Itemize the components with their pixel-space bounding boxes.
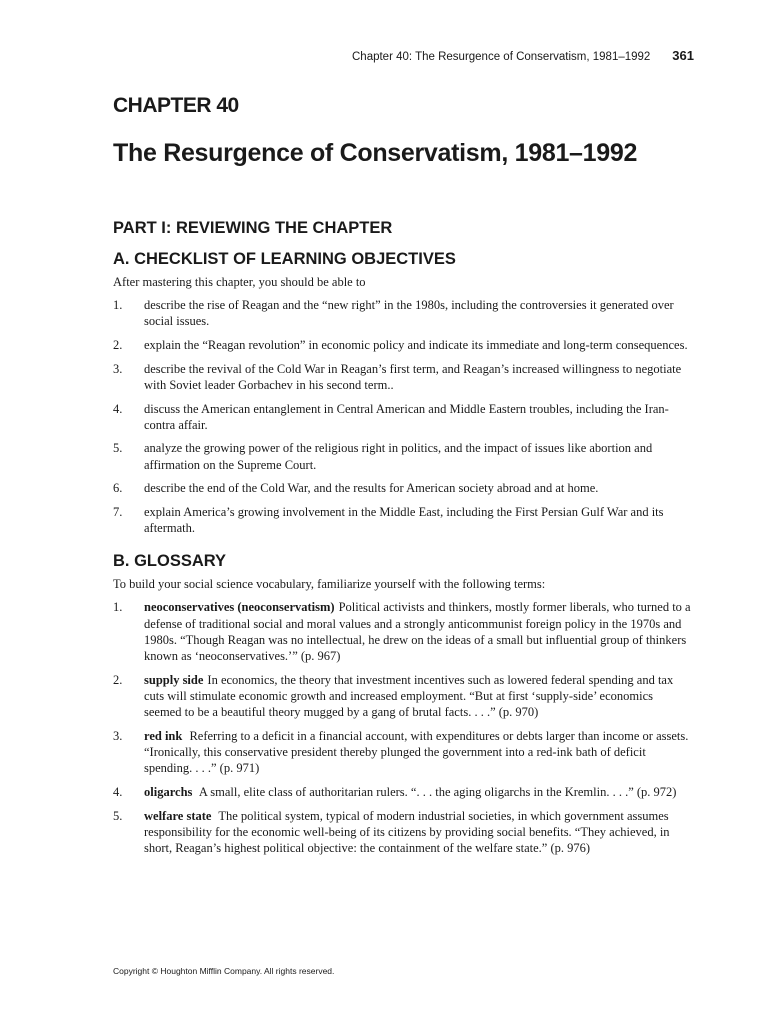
list-item [113, 599, 693, 664]
list-item [113, 337, 693, 353]
glossary-term: neoconservatives (neoconservatism) [144, 600, 335, 615]
objective-text: describe the end of the Cold War, and the results for American society abroad and at home. [144, 481, 599, 496]
glossary-list [113, 599, 693, 856]
item-body [144, 440, 693, 472]
list-item [113, 297, 693, 329]
glossary-definition: In economics, the theory that investment incentives such as lowered federal spending and tax cuts will stimulate economic growth and increased employment. “But at first ‘supply-side’ economics seemed to be a beautiful theory mugged by a gang of brutal facts. . . .” (p. 970) [144, 672, 674, 720]
item-body [144, 599, 693, 664]
glossary-definition: The political system, typical of modern industrial societies, in which government assumes responsibility for the economic well-being of its citizens by providing social benefits. “They achieved, in short, Reagan’s highest political objective: the containment of the welfare state.” (p. 976) [144, 808, 670, 856]
objective-text: analyze the growing power of the religious right in politics, and the impact of issues like abortion and affirmation on the Supreme Court. [144, 441, 653, 472]
item-number: 1. [113, 600, 123, 615]
item-body [144, 337, 693, 353]
objective-text: discuss the American entanglement in Central American and Middle Eastern troubles, including the Iran-contra affair. [144, 401, 669, 432]
item-body [144, 784, 693, 800]
item-number: 4. [113, 784, 123, 799]
glossary-term: supply side [144, 672, 204, 687]
objective-text: explain the “Reagan revolution” in economic policy and indicate its immediate and long-term consequences. [144, 337, 688, 352]
copyright-footer: Copyright © Houghton Mifflin Company. All rights reserved. [113, 966, 335, 976]
chapter-label: CHAPTER 40 [113, 94, 239, 117]
chapter-title: The Resurgence of Conservatism, 1981–1992 [113, 139, 638, 167]
item-number: 5. [113, 441, 123, 456]
glossary-term: welfare state [144, 808, 212, 823]
item-body [144, 504, 693, 536]
objectives-intro: After mastering this chapter, you should be able to [113, 275, 366, 289]
objectives-heading: A. CHECKLIST OF LEARNING OBJECTIVES [113, 250, 456, 268]
item-number: 2. [113, 337, 123, 352]
part-heading: PART I: REVIEWING THE CHAPTER [113, 219, 393, 237]
list-item [113, 361, 693, 393]
item-body [144, 297, 693, 329]
running-title: Chapter 40: The Resurgence of Conservatism, 1981–1992 [352, 51, 651, 63]
item-number: 7. [113, 505, 123, 520]
glossary-definition: Political activists and thinkers, mostly former liberals, who turned to a defense of traditional social and moral values and a strongly anticommunist foreign policy in the 1970s and 1980s. “Though Reagan was no intellectual, he drew on the ideas of a small but influential group of thinkers known as ‘neoconservatives.’” (p. 967) [144, 600, 691, 664]
item-number: 5. [113, 808, 123, 823]
glossary-definition: Referring to a deficit in a financial account, with expenditures or debts larger than income or assets. “Ironically, this conservative president thereby plunged the government into a red-ink bath of deficit spending. . . .” (p. 971) [144, 728, 689, 776]
item-number: 4. [113, 401, 123, 416]
glossary-heading: B. GLOSSARY [113, 552, 227, 571]
list-item [113, 672, 693, 721]
item-body [144, 361, 693, 393]
list-item [113, 504, 693, 536]
item-number: 1. [113, 298, 123, 312]
page-content [113, 94, 693, 864]
glossary-definition: A small, elite class of authoritarian rulers. “. . . the aging oligarchs in the Kremlin. . . .” (p. 972) [196, 784, 677, 799]
item-body [144, 808, 693, 857]
running-head [352, 48, 694, 63]
glossary-intro: To build your social science vocabulary, familiarize yourself with the following terms: [113, 577, 546, 592]
item-number: 6. [113, 481, 123, 496]
item-number: 3. [113, 361, 123, 376]
list-item [113, 440, 693, 472]
objective-text: describe the rise of Reagan and the “new right” in the 1980s, including the controversies it generated over social issues. [144, 298, 674, 329]
item-body [144, 672, 693, 721]
list-item [113, 480, 693, 496]
list-item [113, 784, 693, 800]
page-number: 361 [672, 48, 694, 63]
objectives-list [113, 297, 693, 536]
list-item [113, 401, 693, 433]
item-body [144, 728, 693, 777]
glossary-term: oligarchs [144, 784, 193, 799]
item-body [144, 480, 693, 496]
glossary-term: red ink [144, 728, 183, 743]
objective-text: explain America’s growing involvement in the Middle East, including the First Persian Gulf War and its aftermath. [144, 505, 664, 536]
item-body [144, 401, 693, 433]
item-number: 3. [113, 728, 123, 743]
item-number: 2. [113, 672, 123, 687]
list-item [113, 808, 693, 857]
objective-text: describe the revival of the Cold War in Reagan’s first term, and Reagan’s increased willingness to negotiate with Soviet leader Gorbachev in his second term.. [144, 361, 682, 392]
list-item [113, 728, 693, 777]
